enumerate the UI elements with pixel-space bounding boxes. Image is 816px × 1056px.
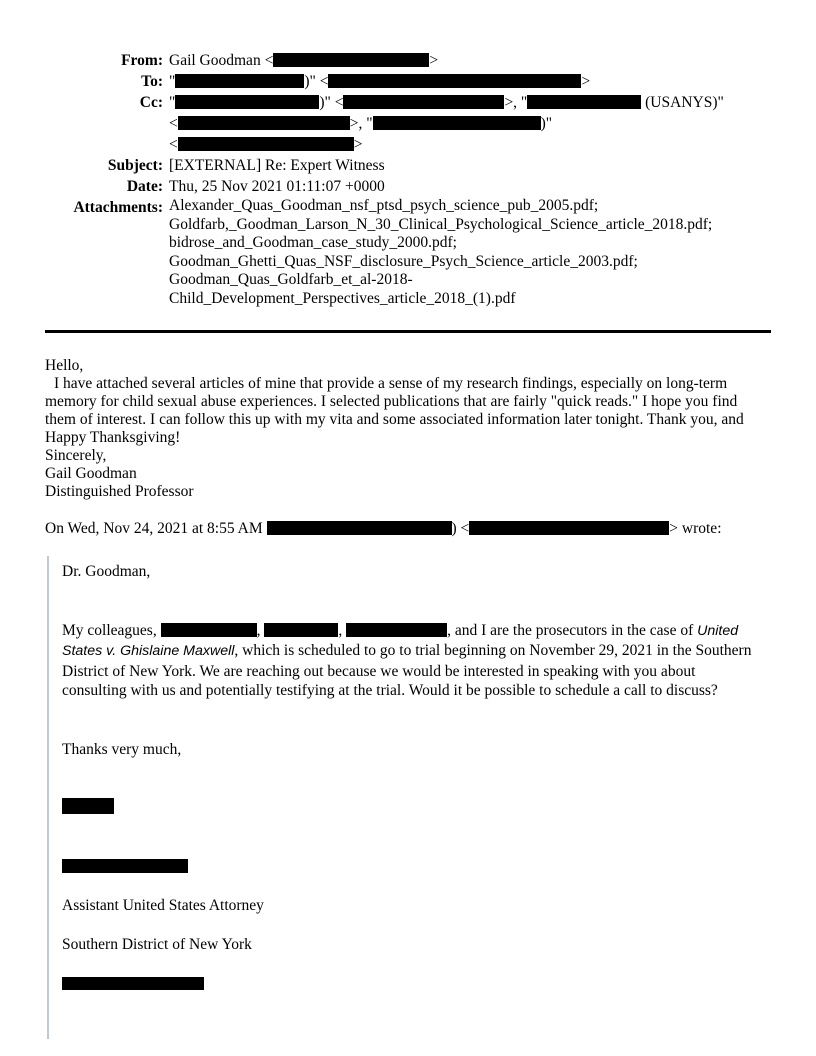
- header-value: [163, 71, 590, 92]
- text-segment: > wrote:: [669, 520, 722, 537]
- quote-paragraph: [62, 896, 761, 916]
- signoff: Sincerely,: [45, 447, 107, 464]
- text-segment: >: [581, 73, 591, 90]
- text-segment: Dr. Goodman,: [62, 563, 151, 580]
- header-label: Cc:: [139, 94, 163, 111]
- header-line: [169, 92, 724, 113]
- greeting: Hello,: [45, 357, 84, 374]
- text-segment: ": [169, 73, 176, 90]
- text-segment: Thu, 25 Nov 2021 01:11:07 +0000: [169, 178, 385, 195]
- signature-redaction-line: [62, 857, 761, 877]
- text-segment: >: [353, 136, 363, 153]
- quote-paragraph: [62, 740, 761, 760]
- text-segment: , and I are the prosecutors in the case of: [447, 621, 698, 639]
- text-segment: >, ": [349, 115, 373, 132]
- redaction-bar: [175, 74, 304, 88]
- header-line: [169, 134, 724, 155]
- redaction-bar: [178, 137, 354, 151]
- text-segment: (USANYS)": [641, 94, 724, 111]
- text-segment: On Wed, Nov 24, 2021 at 8:55 AM: [45, 520, 267, 537]
- body-paragraph: I have attached several articles of mine that provide a sense of my research findings, especially on long-term memory for child sexual abuse experiences. I selected publications that are fairly "quick reads." I hope you find them of interest. I can follow this up with my vita and some associated information later tonight. Thank you, and Happy Thanksgiving!: [45, 375, 744, 446]
- header-label: Subject:: [107, 157, 163, 174]
- redaction-bar: [346, 623, 447, 637]
- header-field-subject: [45, 155, 771, 176]
- quote-paragraph: [62, 935, 761, 955]
- sender-title: Distinguished Professor: [45, 483, 194, 500]
- text-segment: Goldfarb,_Goodman_Larson_N_30_Clinical_Psychological_Science_article_2018.pdf;: [169, 215, 713, 233]
- redaction-bar: [62, 859, 188, 873]
- quote-paragraph: [62, 562, 761, 582]
- quoted-message: [47, 556, 761, 1039]
- header-label: Attachments:: [73, 199, 163, 216]
- header-field-attachments: [45, 197, 771, 308]
- text-segment: Gail Goodman <: [169, 52, 274, 69]
- header-value: [163, 197, 712, 308]
- header-label: To:: [141, 73, 163, 90]
- redaction-bar: [175, 95, 319, 109]
- text-segment: )" <: [304, 73, 329, 90]
- text-segment: Alexander_Quas_Goodman_nsf_ptsd_psych_science_pub_2005.pdf;: [169, 197, 599, 214]
- text-segment: >, ": [504, 94, 528, 111]
- header-line: [169, 113, 724, 134]
- header-line: [169, 155, 385, 176]
- text-segment: [EXTERNAL] Re: Expert Witness: [169, 157, 385, 174]
- attachment-filename: [169, 197, 712, 216]
- header-label: From:: [121, 52, 163, 69]
- text-segment: <: [169, 136, 178, 153]
- text-segment: Assistant United States Attorney: [62, 896, 264, 914]
- text-segment: Goodman_Ghetti_Quas_NSF_disclosure_Psych_Science_article_2003.pdf;: [169, 252, 638, 270]
- header-field-from: [45, 50, 771, 71]
- header-value: [163, 92, 724, 155]
- header-label: Date:: [126, 178, 163, 195]
- header-field-to: [45, 71, 771, 92]
- email-body: [45, 357, 772, 1039]
- header-value: [163, 155, 385, 176]
- redaction-bar: [178, 116, 350, 130]
- attachment-filename: [169, 216, 712, 235]
- redaction-bar: [273, 53, 429, 67]
- redaction-bar: [343, 95, 504, 109]
- text-segment: Child_Development_Perspectives_article_2018_(1).pdf: [169, 289, 516, 307]
- text-segment: Thanks very much,: [62, 740, 182, 758]
- attribution-line: [45, 520, 772, 538]
- text-segment: ) <: [451, 520, 470, 537]
- redaction-bar: [62, 798, 114, 814]
- redaction-bar: [373, 116, 541, 130]
- text-segment: )" <: [319, 94, 344, 111]
- header-value: [163, 176, 385, 197]
- text-segment: )": [540, 115, 553, 132]
- attachment-filename: [169, 253, 712, 272]
- redaction-bar: [161, 623, 257, 637]
- text-segment: My colleagues,: [62, 621, 161, 639]
- header-field-cc: [45, 92, 771, 155]
- redaction-bar: [469, 521, 669, 535]
- redaction-bar: [527, 95, 641, 109]
- text-segment: ,: [256, 621, 265, 639]
- signature-redaction-line: [62, 974, 761, 994]
- email-header: [45, 50, 771, 308]
- header-field-date: [45, 176, 771, 197]
- text-segment: Southern District of New York: [62, 935, 252, 953]
- header-line: [169, 71, 590, 92]
- text-segment: , which is scheduled to go to trial beginning on November 29, 2021 in the Southern District of New York. We are reaching out because we would be interested in speaking with you about consulting with us and potentially testifying at the trial. Would it be possible to schedule a call to discuss?: [62, 642, 752, 699]
- header-line: [169, 50, 438, 71]
- text-segment: ": [169, 94, 176, 111]
- attachment-filename: [169, 234, 712, 253]
- sender-name: Gail Goodman: [45, 465, 137, 482]
- attachment-filename: [169, 290, 712, 309]
- header-divider: [45, 330, 771, 333]
- signature-redaction-line: [62, 798, 761, 818]
- text-segment: >: [429, 52, 439, 69]
- redaction-bar: [264, 623, 338, 637]
- quote-paragraph: [62, 621, 761, 701]
- text-segment: ,: [338, 621, 347, 639]
- text-segment: bidrose_and_Goodman_case_study_2000.pdf;: [169, 234, 457, 251]
- redaction-bar: [267, 521, 452, 535]
- redaction-bar: [62, 977, 204, 990]
- header-value: [163, 50, 438, 71]
- redaction-bar: [328, 74, 581, 88]
- header-line: [169, 176, 385, 197]
- text-segment: United States v. Ghislaine Maxwell: [62, 622, 739, 659]
- text-segment: Goodman_Quas_Goldfarb_et_al-2018-: [169, 271, 413, 288]
- attachment-filename: [169, 271, 712, 290]
- text-segment: <: [169, 115, 178, 132]
